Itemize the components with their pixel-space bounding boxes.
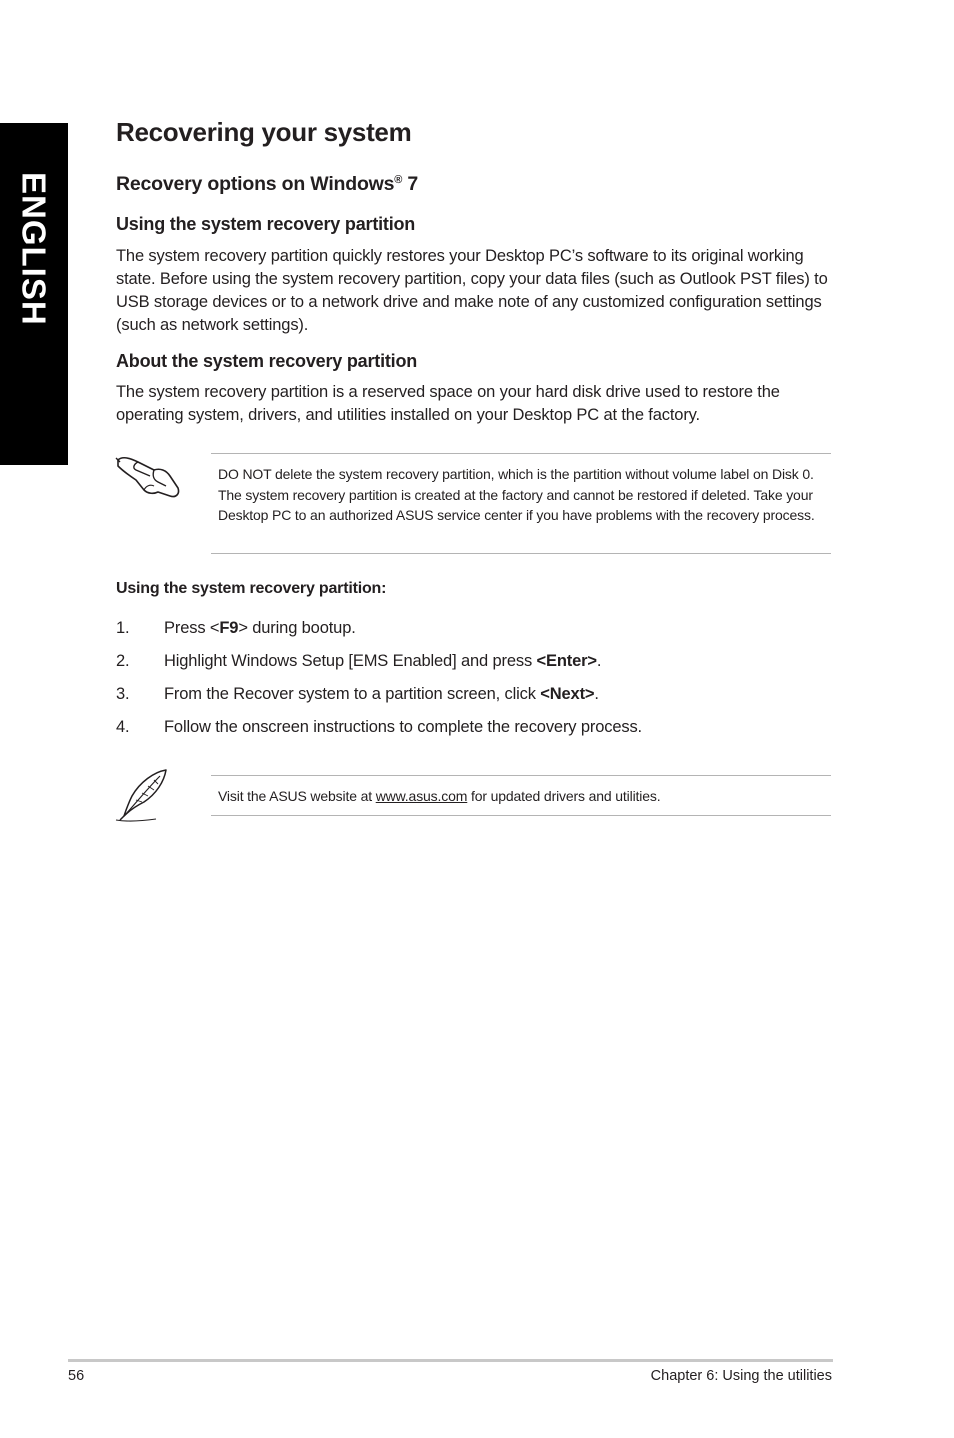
- section-heading-tail: 7: [402, 173, 419, 195]
- section-heading-main: Recovery options on Windows: [116, 173, 395, 195]
- chapter-label: Chapter 6: Using the utilities: [650, 1368, 832, 1384]
- step-number: 1.: [116, 619, 130, 637]
- step-text: Follow the onscreen instructions to complete the recovery process.: [164, 718, 642, 736]
- step-text: Highlight Windows Setup [EMS Enabled] and press <Enter>.: [164, 652, 602, 670]
- tip-note-text: Visit the ASUS website at www.asus.com for updated drivers and utilities.: [218, 788, 661, 804]
- steps-title: Using the system recovery partition:: [116, 580, 387, 597]
- key-enter: <Enter>: [536, 652, 597, 670]
- registered-mark: ®: [394, 174, 403, 186]
- about-partition-body: The system recovery partition is a reserved space on your hard disk drive used to restore the operating system, drivers, and utilities installed on your Desktop PC at the factory.: [116, 383, 780, 424]
- asus-website-link[interactable]: www.asus.com: [375, 788, 468, 804]
- step-text: From the Recover system to a partition screen, click <Next>.: [164, 685, 599, 703]
- page-number: 56: [68, 1368, 85, 1384]
- footer-divider: [68, 1359, 833, 1362]
- feather-pen-icon: [114, 766, 172, 829]
- warning-note-box: [211, 453, 831, 554]
- step-number: 2.: [116, 652, 130, 670]
- step-number: 4.: [116, 718, 130, 736]
- page-title: Recovering your system: [116, 117, 412, 147]
- step-number: 3.: [116, 685, 130, 703]
- key-next: <Next>: [540, 685, 595, 703]
- pointing-hand-icon: [114, 450, 182, 507]
- language-side-tab-label: ENGLISH: [15, 172, 53, 326]
- section-heading: [116, 173, 418, 196]
- warning-note-text: DO NOT delete the system recovery partition, which is the partition without volume label on Disk 0. The system recovery partition is created at the factory and cannot be restored if deleted. Take your Desktop PC to an authorized ASUS service center if you have problems with the recovery process.: [218, 466, 815, 523]
- using-partition-heading: Using the system recovery partition: [116, 214, 416, 234]
- step-text: Press <F9> during bootup.: [164, 619, 356, 637]
- using-partition-body: The system recovery partition quickly restores your Desktop PC’s software to its original working state. Before using the system recovery partition, copy your data files (such as Outlook PST files) to USB storage devices or to a network drive and make note of any customized configuration settings (such as network settings).: [116, 247, 828, 334]
- key-f9: F9: [219, 619, 239, 637]
- about-partition-heading: About the system recovery partition: [116, 351, 418, 371]
- tip-note-box: [211, 775, 831, 816]
